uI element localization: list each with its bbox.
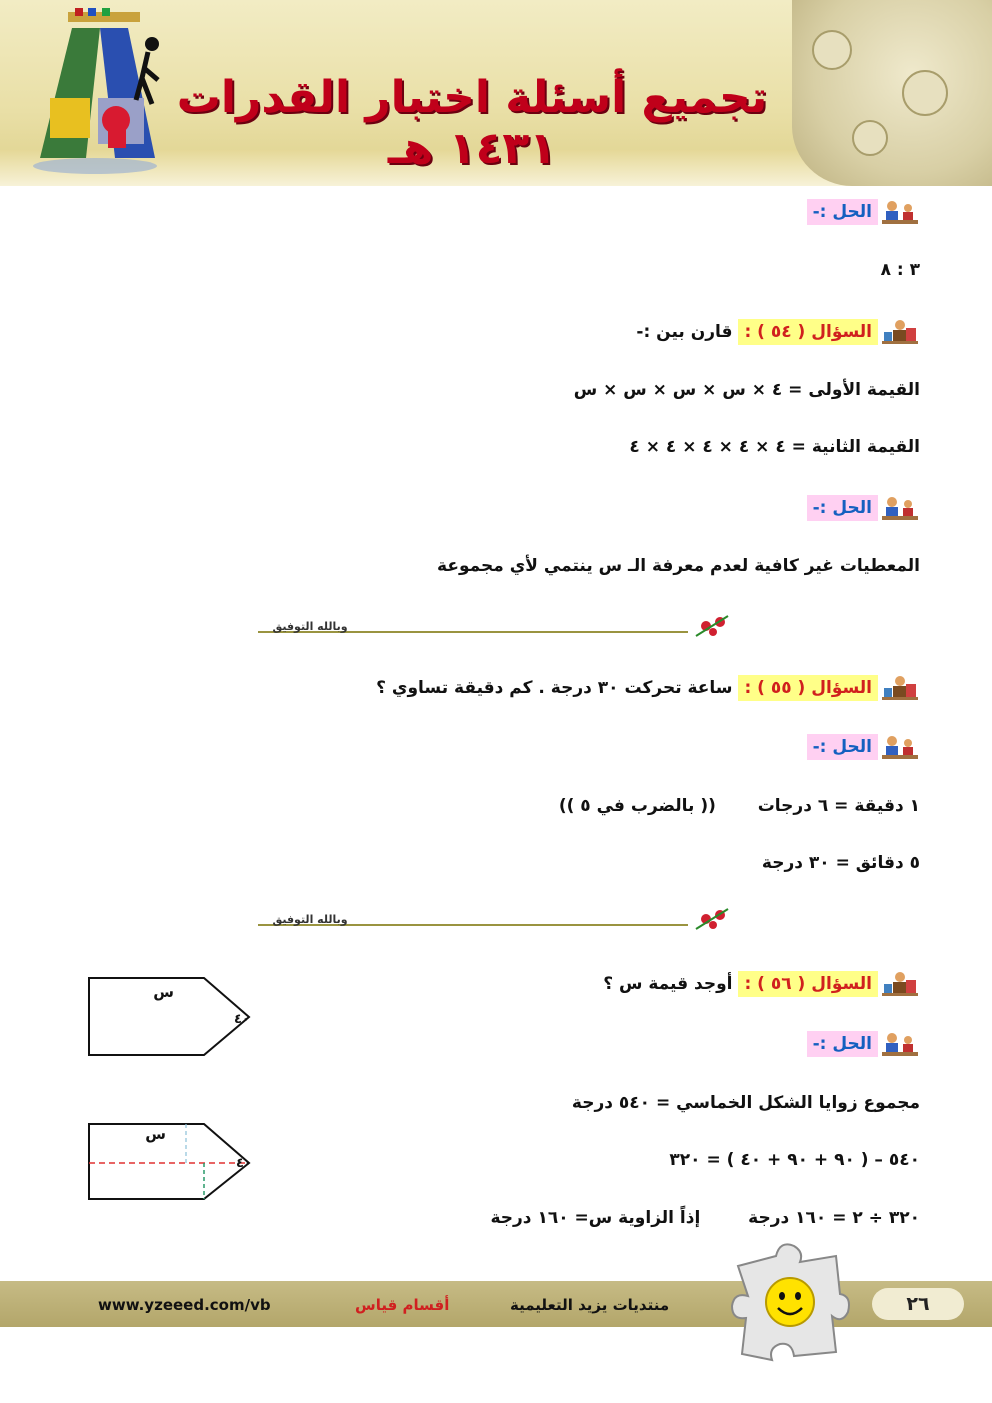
question-54	[636, 318, 920, 346]
solution-row	[807, 494, 920, 522]
footer-section: أقسام قياس	[355, 1296, 450, 1314]
pentagon-figure-dashed	[86, 1121, 256, 1203]
footer-forum: منتديات يزيد التعليمية	[510, 1296, 670, 1314]
step-note: إذاً الزاوية س= ١٦٠ درجة	[490, 1208, 701, 1228]
angle-40-label: ٤٠	[234, 1012, 250, 1027]
step-line: ٥ دقائق = ٣٠ درجة	[761, 853, 920, 873]
first-value: القيمة الأولى = ٤ × س × س × س × س	[573, 380, 920, 400]
step-line: ١ دقيقة = ٦ درجات (( بالضرب في ٥ ))	[558, 796, 920, 816]
step-line: مجموع زوايا الشكل الخماسي = ٥٤٠ درجة	[571, 1093, 920, 1113]
question-text: ساعة تحركت ٣٠ درجة . كم دقيقة تساوي ؟	[376, 678, 733, 698]
divider	[258, 612, 738, 642]
second-value: القيمة الثانية = ٤ × ٤ × ٤ × ٤ × ٤	[629, 437, 920, 457]
students-icon	[880, 198, 920, 226]
question-56	[603, 970, 920, 998]
step-note: (( بالضرب في ٥ ))	[558, 796, 716, 816]
angle-x-label: س	[153, 983, 174, 1001]
puzzle-decoration-icon	[792, 0, 992, 186]
student-reading-icon	[880, 318, 920, 346]
answer-text: ٣ : ٨	[880, 260, 920, 280]
page-title: تجميع أسئلة اختبار القدرات ١٤٣١ هـ	[176, 72, 768, 174]
question-text: قارن بين :-	[636, 322, 733, 342]
angle-x-label: س	[145, 1125, 166, 1143]
solution-label: الحل :-	[807, 199, 878, 225]
divider	[258, 905, 738, 935]
solution-label: الحل :-	[807, 734, 878, 760]
question-label: السؤال ( ٥٤ ) :	[738, 319, 878, 345]
students-icon	[880, 1030, 920, 1058]
divider-text: وبالله التوفيق	[272, 913, 348, 926]
step-line: ٥٤٠ – ( ٩٠ + ٩٠ + ٤٠ ) = ٣٢٠	[669, 1150, 920, 1170]
student-reading-icon	[880, 970, 920, 998]
pentagon-figure	[86, 975, 256, 1059]
smiley-puzzle-icon	[728, 1236, 850, 1364]
solution-label: الحل :-	[807, 495, 878, 521]
step-line: ٣٢٠ ÷ ٢ = ١٦٠ درجة إذاً الزاوية س= ١٦٠ درجة	[490, 1208, 920, 1228]
students-icon	[880, 494, 920, 522]
students-icon	[880, 733, 920, 761]
question-text: أوجد قيمة س ؟	[603, 974, 733, 994]
solution-row	[807, 198, 920, 226]
letter-a-blocks-logo-icon	[20, 8, 170, 178]
footer-url: www.yzeeed.com/vb	[98, 1296, 271, 1314]
answer-text: المعطيات غير كافية لعدم معرفة الـ س ينتمي لأي مجموعة	[437, 556, 920, 576]
solution-row	[807, 733, 920, 761]
divider-text: وبالله التوفيق	[272, 620, 348, 633]
question-label: السؤال ( ٥٥ ) :	[738, 675, 878, 701]
angle-40-label: ٤٠	[236, 1156, 252, 1171]
solution-label: الحل :-	[807, 1031, 878, 1057]
student-reading-icon	[880, 674, 920, 702]
question-55	[376, 674, 920, 702]
solution-row	[807, 1030, 920, 1058]
page-number: ٢٦	[872, 1288, 964, 1320]
question-label: السؤال ( ٥٦ ) :	[738, 971, 878, 997]
